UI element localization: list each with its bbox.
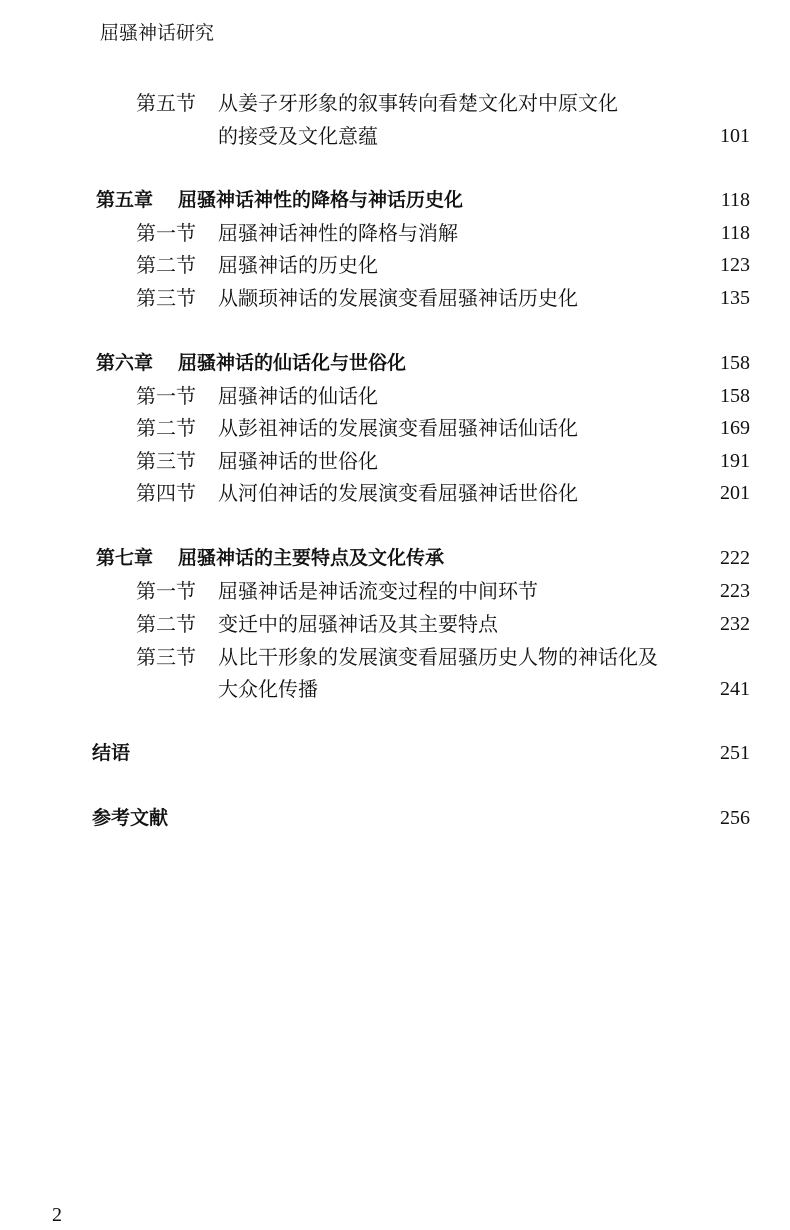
section-title: 屈骚神话是神话流变过程的中间环节: [218, 579, 538, 603]
page-ref: 232: [720, 613, 750, 635]
toc-section-4-5[interactable]: [0, 87, 790, 119]
section-title: 从彭祖神话的发展演变看屈骚神话仙话化: [218, 416, 578, 440]
toc-section-7-1[interactable]: [0, 575, 790, 607]
section-title: 屈骚神话的历史化: [218, 253, 378, 277]
toc-section-6-2[interactable]: [0, 412, 790, 444]
section-label: 第一节: [136, 579, 196, 603]
page-ref: 123: [720, 254, 750, 276]
section-title: 变迁中的屈骚神话及其主要特点: [218, 612, 498, 636]
toc-section-5-1[interactable]: [0, 217, 790, 249]
chapter-title: 屈骚神话的仙话化与世俗化: [178, 352, 407, 374]
page-ref: 118: [720, 189, 750, 211]
section-label: 第二节: [136, 253, 196, 277]
page-ref: 135: [720, 287, 750, 309]
section-label: 第二节: [136, 612, 196, 636]
section-title: 从颛顼神话的发展演变看屈骚神话历史化: [218, 286, 578, 310]
page-ref: 158: [720, 352, 750, 374]
toc-section-5-3[interactable]: [0, 282, 790, 314]
toc-references[interactable]: [0, 802, 790, 834]
section-label: 第二节: [136, 416, 196, 440]
toc-chapter-5[interactable]: [0, 184, 790, 216]
page-ref: 191: [720, 450, 750, 472]
toc-section-4-5-continued[interactable]: [0, 120, 790, 152]
section-title: 从河伯神话的发展演变看屈骚神话世俗化: [218, 481, 578, 505]
section-label: 第一节: [136, 384, 196, 408]
section-title: 屈骚神话的世俗化: [218, 449, 378, 473]
section-label: 第三节: [136, 645, 196, 669]
page-ref: 101: [720, 125, 750, 147]
page-ref: 251: [720, 742, 750, 764]
section-label: 第三节: [136, 286, 196, 310]
toc-section-7-3[interactable]: [0, 641, 790, 673]
section-title: 从比干形象的发展演变看屈骚历史人物的神话化及: [218, 645, 658, 669]
toc-section-6-3[interactable]: [0, 445, 790, 477]
toc-section-7-3-continued[interactable]: [0, 673, 790, 705]
page-ref: 256: [720, 807, 750, 829]
page-ref: 201: [720, 482, 750, 504]
toc-section-7-2[interactable]: [0, 608, 790, 640]
page-ref: 241: [720, 678, 750, 700]
chapter-title: 屈骚神话神性的降格与神话历史化: [178, 189, 464, 211]
section-title-continued: 大众化传播: [218, 677, 318, 701]
chapter-label: 第七章: [96, 547, 154, 569]
page-number: 2: [52, 1204, 62, 1226]
page-ref: 223: [720, 580, 750, 602]
toc-chapter-7[interactable]: [0, 542, 790, 574]
section-label: 第三节: [136, 449, 196, 473]
section-label: 第五节: [136, 91, 196, 115]
toc-section-5-2[interactable]: [0, 249, 790, 281]
section-title: 屈骚神话神性的降格与消解: [218, 221, 458, 245]
chapter-label: 第五章: [96, 189, 154, 211]
section-title: 屈骚神话的仙话化: [218, 384, 378, 408]
chapter-label: 第六章: [96, 352, 154, 374]
page-ref: 118: [720, 222, 750, 244]
section-label: 第四节: [136, 481, 196, 505]
page-ref: 158: [720, 385, 750, 407]
section-title: 从姜子牙形象的叙事转向看楚文化对中原文化: [218, 91, 618, 115]
section-title-continued: 的接受及文化意蕴: [218, 124, 378, 148]
toc-chapter-6[interactable]: [0, 347, 790, 379]
chapter-title: 屈骚神话的主要特点及文化传承: [178, 547, 445, 569]
section-label: 第一节: [136, 221, 196, 245]
running-head: 屈骚神话研究: [100, 22, 215, 44]
toc-section-6-4[interactable]: [0, 477, 790, 509]
page-ref: 222: [720, 547, 750, 569]
conclusion-title: 结语: [92, 742, 131, 764]
references-title: 参考文献: [92, 807, 169, 829]
toc-conclusion[interactable]: [0, 737, 790, 769]
toc-section-6-1[interactable]: [0, 380, 790, 412]
page-ref: 169: [720, 417, 750, 439]
